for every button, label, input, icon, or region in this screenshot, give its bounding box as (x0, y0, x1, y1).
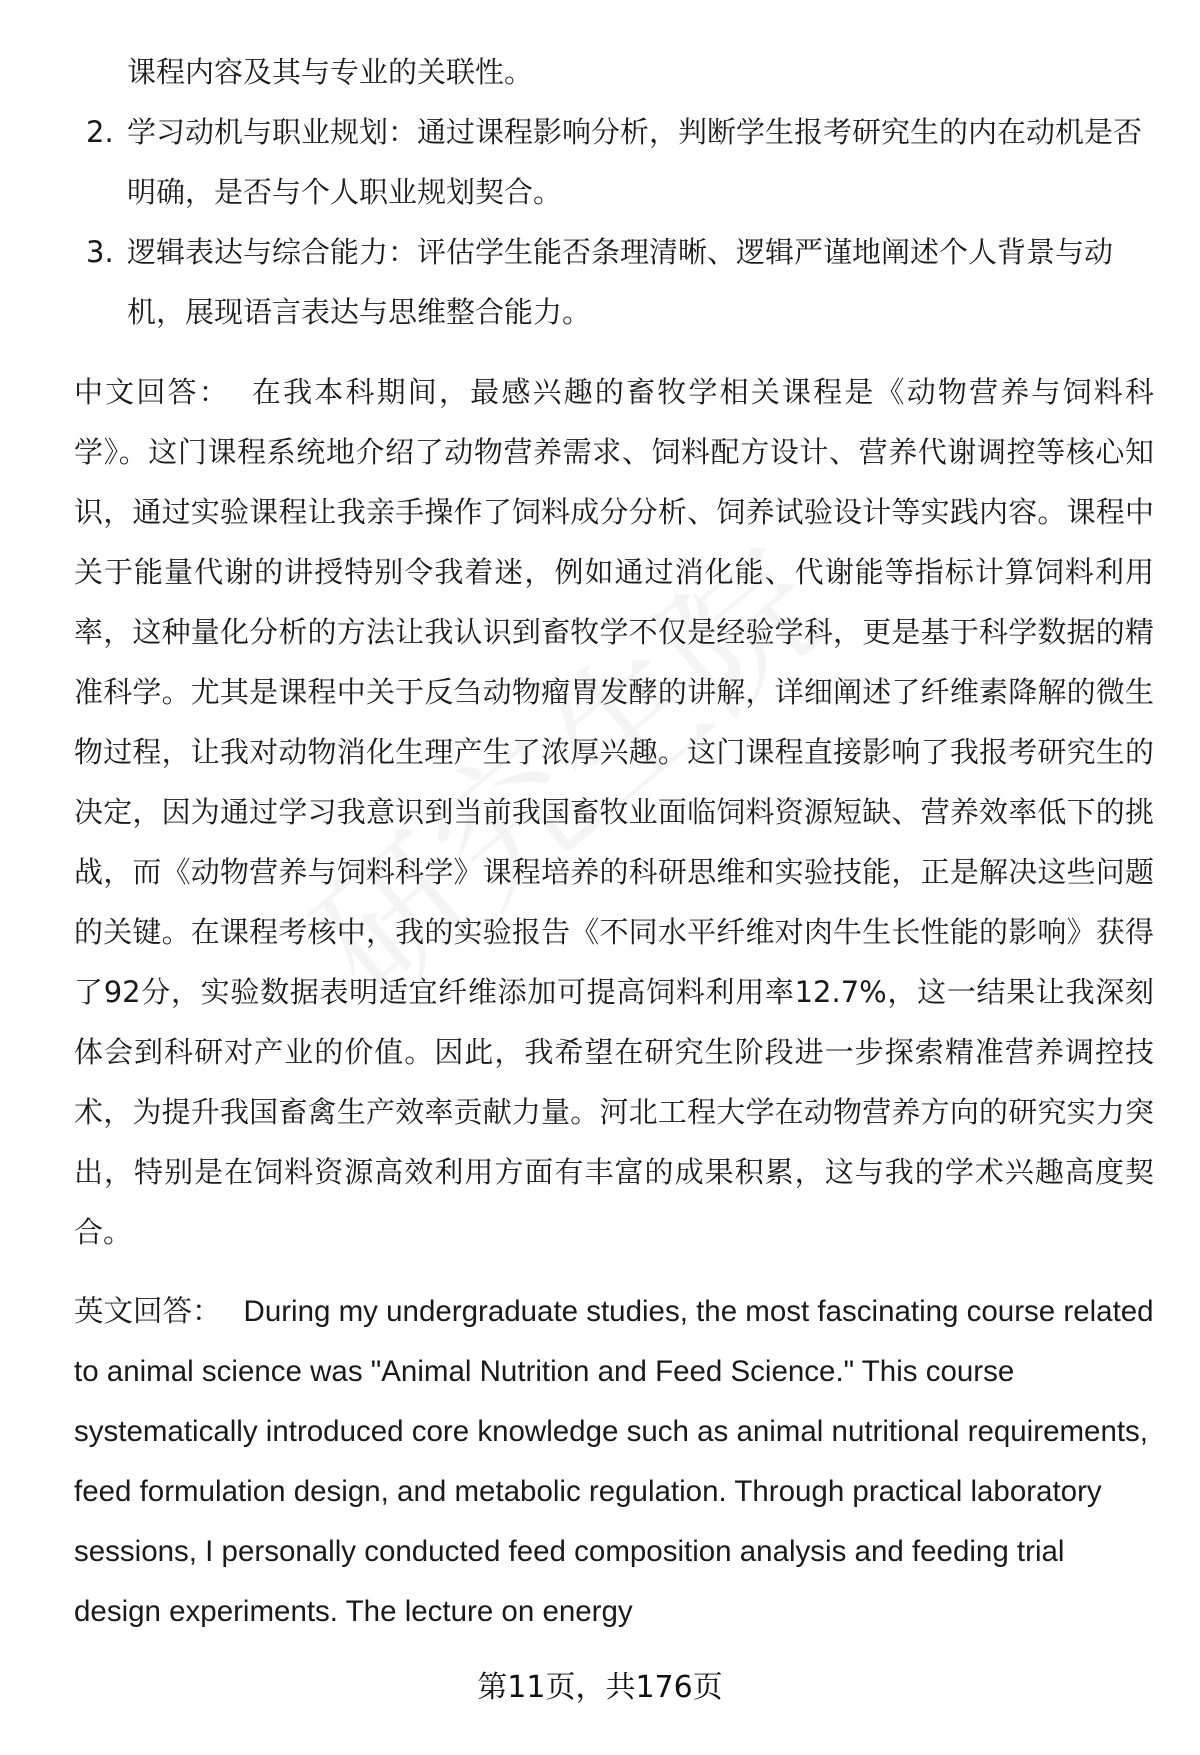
list-item-number: 3. (86, 235, 114, 269)
english-answer-label: 英文回答： (74, 1295, 222, 1328)
english-answer-text: During my undergraduate studies, the most fascinating course related to animal science was "Animal Nutrition and Feed Science." This course systematically introduced core knowledge such as animal nutritional requirements, feed formulation design, and metabolic regulation. Through practical laboratory sessions, I personally conducted feed composition analysis and feeding trial design experiments. The lecture on energy (74, 1295, 1154, 1628)
chinese-answer-label: 中文回答： (74, 375, 230, 409)
list-item-text: 逻辑表达与综合能力：评估学生能否条理清晰、逻辑严谨地阐述个人背景与动机，展现语言表达与思维整合能力。 (127, 235, 1114, 329)
page-number-footer: 第11页，共176页 (477, 1670, 723, 1705)
document-page (74, 42, 1154, 1642)
list-item (74, 102, 1154, 222)
list-item-text: 学习动机与职业规划：通过课程影响分析，判断学生报考研究生的内在动机是否明确，是否与个人职业规划契合。 (127, 115, 1143, 209)
chinese-answer-text: 在我本科期间，最感兴趣的畜牧学相关课程是《动物营养与饲料科学》。这门课程系统地介绍了动物营养需求、饲料配方设计、营养代谢调控等核心知识，通过实验课程让我亲手操作了饲料成分分析、饲养试验设计等实践内容。课程中关于能量代谢的讲授特别令我着迷，例如通过消化能、代谢能等指标计算饲料利用率，这种量化分析的方法让我认识到畜牧学不仅是经验学科，更是基于科学数据的精准科学。尤其是课程中关于反刍动物瘤胃发酵的讲解，详细阐述了纤维素降解的微生物过程，让我对动物消化生理产生了浓厚兴趣。这门课程直接影响了我报考研究生的决定，因为通过学习我意识到当前我国畜牧业面临饲料资源短缺、营养效率低下的挑战，而《动物营养与饲料科学》课程培养的科研思维和实验技能，正是解决这些问题的关键。在课程考核中，我的实验报告《不同水平纤维对肉牛生长性能的影响》获得了92分，实验数据表明适宜纤维添加可提高饲料利用率12.7%，这一结果让我深刻体会到科研对产业的价值。因此，我希望在研究生阶段进一步探索精准营养调控技术，为提升我国畜禽生产效率贡献力量。河北工程大学在动物营养方向的研究实力突出，特别是在饲料资源高效利用方面有丰富的成果积累，这与我的学术兴趣高度契合。 (74, 375, 1154, 1249)
intro-continuation: 课程内容及其与专业的关联性。 (127, 55, 534, 89)
list-item-number: 2. (86, 115, 114, 149)
chinese-answer (74, 362, 1154, 1262)
english-answer (74, 1282, 1154, 1642)
list-item (74, 222, 1154, 342)
criteria-list (74, 102, 1154, 342)
